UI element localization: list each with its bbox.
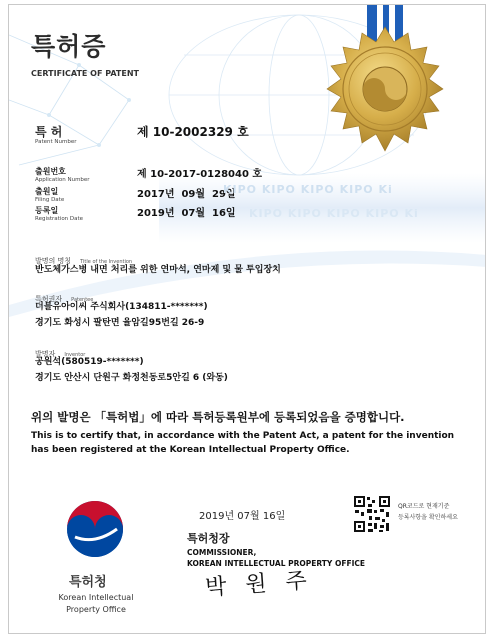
issue-date: 2019년 07월 16일 [199, 511, 286, 522]
kipo-logo-icon [65, 499, 125, 559]
filing-date-label-en: Filing Date [35, 197, 65, 203]
commissioner-title-en-1: COMMISSIONER, [187, 548, 257, 557]
certification-statement-en-1: This is to certify that, in accordance with the Patent Act, a patent for the invention [31, 431, 455, 441]
inventor-address: 경기도 안산시 단원구 화정천동로5안길 6 (와동) [35, 373, 228, 383]
application-number-label-en: Application Number [35, 177, 90, 183]
office-name-en-2: Property Office [66, 605, 126, 614]
inventor-label: 발명자 [35, 350, 56, 358]
commissioner-title-en-2: KOREAN INTELLECTUAL PROPERTY OFFICE [187, 559, 366, 568]
patent-number-label-en: Patent Number [35, 139, 77, 145]
qr-code-icon [353, 495, 391, 533]
kipo-watermark-2: KIPO KIPO KIPO KIPO Ki [249, 207, 419, 220]
patent-number-value: 제 10-2002329 호 [137, 125, 249, 139]
kipo-watermark: KIPO KIPO KIPO KIPO Ki [223, 183, 393, 196]
patentee-name: 더블유아이씨 주식회사(134811-*******) [35, 302, 208, 312]
application-number-label: 출원번호 [35, 167, 66, 176]
inventor-name: 공원석(580519-*******) [35, 357, 144, 367]
invention-label-en: Title of the Invention [80, 259, 133, 265]
commissioner-signature: 박 원 주 [204, 568, 314, 601]
patent-number-label: 특 허 [35, 125, 63, 139]
patent-certificate [8, 4, 486, 634]
certificate-title: 특허증 [31, 32, 107, 61]
invention-label: 발명의 명칭 [35, 257, 72, 265]
filing-date-value: 2017년 09월 29일 [137, 189, 236, 200]
patentee-label: 특허권자 [35, 295, 63, 303]
registration-date-label-en: Registration Date [35, 216, 84, 222]
certificate-subtitle: CERTIFICATE OF PATENT [31, 69, 139, 78]
gold-seal-icon [327, 27, 443, 151]
filing-date-label: 출원일 [35, 187, 59, 196]
office-name-en-1: Korean Intellectual [58, 593, 134, 602]
certification-statement-en-2: has been registered at the Korean Intellectual Property Office. [31, 445, 350, 455]
qr-text-1: QR코드로 현재기준 [398, 503, 450, 510]
invention-title: 반도체가스병 내면 처리를 위한 연마석, 연마제 및 물 투입장치 [35, 265, 281, 275]
registration-date-label: 등록일 [35, 206, 59, 215]
patentee-address: 경기도 화성시 팔탄면 율암길95번길 26-9 [35, 318, 205, 328]
commissioner-title-ko: 특허청장 [187, 532, 230, 545]
certification-statement-ko: 위의 발명은 「특허법」에 따라 특허등록원부에 등록되었음을 증명합니다. [31, 410, 405, 424]
inventor-label-en: Inventor [64, 352, 86, 358]
registration-date-value: 2019년 07월 16일 [137, 208, 236, 219]
application-number-value: 제 10-2017-0128040 호 [137, 169, 263, 180]
patentee-label-en: Patentee [71, 297, 94, 303]
office-name-ko: 특허청 [69, 575, 107, 590]
qr-text-2: 등록사항을 확인하세요 [398, 514, 458, 521]
